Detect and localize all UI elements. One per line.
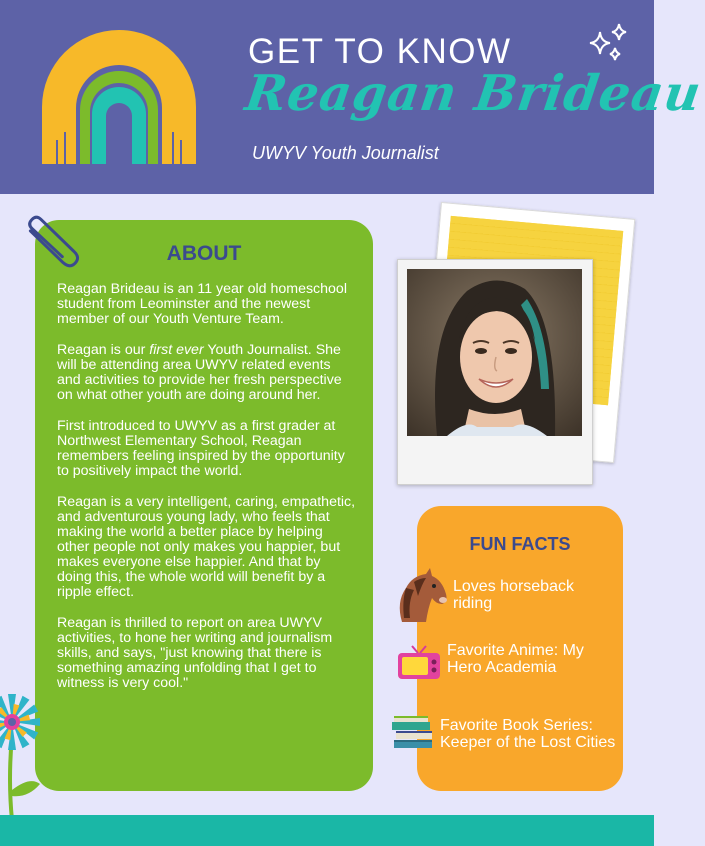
sparkle-icon bbox=[586, 22, 632, 68]
about-paragraph-2-end: Youth Journalist. She will be attending area UWYV related events and activities to provide her fresh perspective on what other youth are doing around her. bbox=[57, 342, 342, 403]
polaroid-frame bbox=[397, 259, 593, 485]
student-photo bbox=[407, 269, 582, 436]
about-card bbox=[35, 220, 373, 791]
about-paragraph-3: First introduced to UWYV as a first grader at Northwest Elementary School, Reagan remembers feeling inspired by the opportunity to positively impact the world. bbox=[57, 418, 345, 479]
rainbow-icon bbox=[34, 22, 204, 167]
fun-fact-anime: Favorite Anime: My Hero Academia bbox=[447, 642, 584, 676]
header-subtitle: UWYV Youth Journalist bbox=[252, 143, 439, 163]
header-title: GET TO KNOW bbox=[248, 32, 512, 71]
fun-fact-books: Favorite Book Series: Keeper of the Lost Cities bbox=[440, 717, 616, 751]
horse-icon bbox=[392, 568, 450, 624]
tv-icon bbox=[396, 644, 442, 682]
about-paragraph-4: Reagan is a very intelligent, caring, empathetic, and adventurous young lady, who feels that making the world a better place by helping other people not only makes you happier, but makes everyone else happier. And that by doing this, the whole world will benefit by a ripple effect. bbox=[57, 494, 356, 600]
about-paragraph-2-emphasis: first ever bbox=[149, 342, 204, 358]
about-heading: ABOUT bbox=[166, 242, 242, 265]
header-banner bbox=[0, 0, 705, 194]
student-name: Reagan Brideau bbox=[241, 64, 705, 122]
about-paragraph-2-start: Reagan is our bbox=[57, 342, 150, 358]
flower-icon bbox=[0, 680, 60, 820]
paperclip-icon bbox=[22, 208, 82, 274]
about-text bbox=[57, 282, 357, 707]
about-paragraph-2 bbox=[57, 343, 357, 403]
fun-facts-heading: FUN FACTS bbox=[469, 534, 571, 554]
about-paragraph-5: Reagan is thrilled to report on area UWYV activities, to hone her writing and journalism skills, and says, "just knowing that there is something amazing unfolding that I get to witness is very cool." bbox=[57, 615, 333, 691]
fun-fact-horseback: Loves horseback riding bbox=[453, 578, 574, 612]
about-paragraph-1: Reagan Brideau is an 11 year old homeschool student from Leominster and the newest member of our Youth Venture Team. bbox=[57, 281, 347, 327]
footer-bar bbox=[0, 815, 654, 846]
books-icon bbox=[392, 716, 436, 750]
